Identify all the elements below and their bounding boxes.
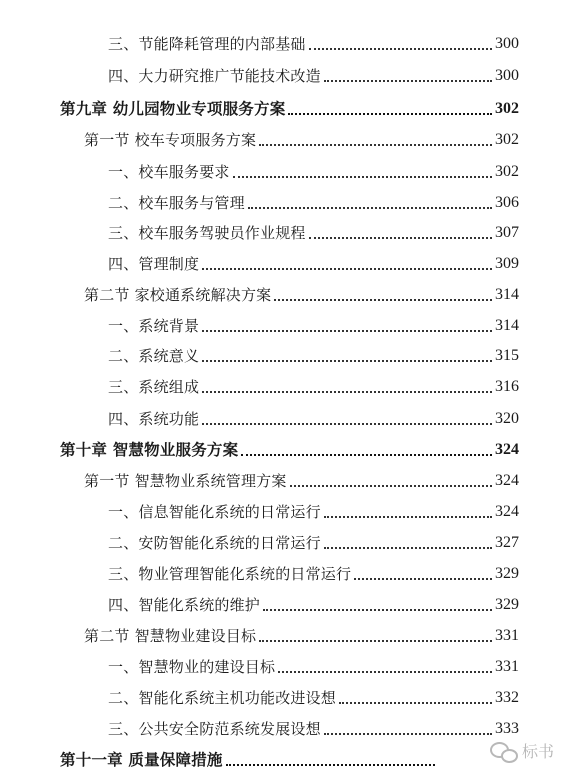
toc-leader-dots xyxy=(339,702,492,704)
toc-page-number: 333 xyxy=(495,720,519,737)
toc-leader-dots xyxy=(259,640,492,642)
toc-entry-title: 三、公共安全防范系统发展设想 xyxy=(108,720,321,738)
toc-page-number: 302 xyxy=(495,163,519,180)
toc-leader-dots xyxy=(309,48,492,50)
toc-page-number: 315 xyxy=(495,347,519,364)
toc-leader-dots xyxy=(354,578,492,580)
toc-entry xyxy=(108,560,519,584)
toc-leader-dots xyxy=(278,671,492,673)
toc-entry-title: 第十一章 质量保障措施 xyxy=(60,750,223,769)
toc-entry-title: 第九章 幼儿园物业专项服务方案 xyxy=(60,99,286,118)
toc-page-number: 309 xyxy=(495,255,519,272)
toc-entry xyxy=(108,342,519,366)
toc-page-number: 332 xyxy=(495,689,519,706)
toc-entry xyxy=(108,219,519,243)
toc-entry-title: 第二节 智慧物业建设目标 xyxy=(84,627,257,645)
toc-leader-dots xyxy=(324,733,492,735)
toc-chapter xyxy=(60,746,438,770)
toc-entry xyxy=(108,62,519,86)
toc-entry-title: 四、管理制度 xyxy=(108,255,200,273)
toc-leader-dots xyxy=(324,516,492,518)
toc-leader-dots xyxy=(202,330,492,332)
toc-page-number: 327 xyxy=(495,534,519,551)
toc-entry-title: 三、节能降耗管理的内部基础 xyxy=(108,35,306,53)
toc-section xyxy=(84,281,519,305)
toc-page-number: 307 xyxy=(495,224,519,241)
watermark xyxy=(490,739,554,762)
toc-leader-dots xyxy=(324,80,492,82)
toc-page-number: 331 xyxy=(495,658,519,675)
toc-page-number: 324 xyxy=(495,472,519,489)
toc-entry xyxy=(108,158,519,182)
toc-leader-dots xyxy=(202,268,492,270)
toc-leader-dots xyxy=(241,454,492,456)
toc-leader-dots xyxy=(324,547,492,549)
toc-entry-title: 一、智慧物业的建设目标 xyxy=(108,658,276,676)
wechat-icon xyxy=(490,740,516,762)
toc-entry xyxy=(108,591,519,615)
toc-page-number: 320 xyxy=(495,410,519,427)
toc-entry-title: 四、系统功能 xyxy=(108,410,200,428)
toc-entry xyxy=(108,498,519,522)
toc-page-number: 314 xyxy=(495,317,519,334)
toc-page-number: 329 xyxy=(495,596,519,613)
toc-entry-title: 一、系统背景 xyxy=(108,317,200,335)
toc-leader-dots xyxy=(288,113,492,115)
toc-page-number: 331 xyxy=(495,627,519,644)
toc-page-number: 300 xyxy=(495,67,519,84)
toc-entry-title: 二、智能化系统主机功能改进设想 xyxy=(108,689,337,707)
toc-leader-dots xyxy=(202,423,492,425)
toc-entry-title: 三、校车服务驾驶员作业规程 xyxy=(108,224,306,242)
toc-leader-dots xyxy=(226,764,435,766)
toc-entry-title: 第十章 智慧物业服务方案 xyxy=(60,440,239,459)
toc-chapter xyxy=(60,95,519,119)
toc-leader-dots xyxy=(248,207,492,209)
toc-entry xyxy=(108,653,519,677)
toc-leader-dots xyxy=(263,609,492,611)
toc-entry xyxy=(108,529,519,553)
toc-leader-dots xyxy=(274,299,492,301)
toc-chapter xyxy=(60,436,519,460)
toc-leader-dots xyxy=(233,176,492,178)
toc-entry-title: 三、系统组成 xyxy=(108,378,200,396)
toc-leader-dots xyxy=(259,144,492,146)
toc-entry-title: 四、大力研究推广节能技术改造 xyxy=(108,67,321,85)
toc-section xyxy=(84,126,519,150)
toc-entry-title: 第一节 智慧物业系统管理方案 xyxy=(84,472,287,490)
toc-section xyxy=(84,622,519,646)
toc-page-number: 316 xyxy=(495,378,519,395)
toc-page-number: 324 xyxy=(495,503,519,520)
toc-entry xyxy=(108,189,519,213)
toc-leader-dots xyxy=(290,485,492,487)
toc-entry-title: 第二节 家校通系统解决方案 xyxy=(84,286,272,304)
toc-entry-title: 四、智能化系统的维护 xyxy=(108,596,261,614)
toc-entry xyxy=(108,715,519,739)
toc-leader-dots xyxy=(202,360,492,362)
toc-page-number: 306 xyxy=(495,194,519,211)
toc-entry-title: 二、校车服务与管理 xyxy=(108,194,245,212)
toc-leader-dots xyxy=(202,391,492,393)
toc-entry xyxy=(108,373,519,397)
toc-entry-title: 三、物业管理智能化系统的日常运行 xyxy=(108,565,352,583)
toc-entry xyxy=(108,30,519,54)
toc-entry-title: 第一节 校车专项服务方案 xyxy=(84,131,257,149)
toc-page-number: 300 xyxy=(495,35,519,52)
toc-page-number: 302 xyxy=(495,100,519,117)
watermark-text: 标书 xyxy=(521,742,554,761)
toc-entry xyxy=(108,405,519,429)
toc-entry xyxy=(108,684,519,708)
toc-page-number: 324 xyxy=(495,441,519,458)
toc-page-number: 302 xyxy=(495,131,519,148)
toc-entry-title: 二、系统意义 xyxy=(108,347,200,365)
toc-page-number: 329 xyxy=(495,565,519,582)
toc-entry-title: 一、信息智能化系统的日常运行 xyxy=(108,503,321,521)
toc-section xyxy=(84,467,519,491)
toc-entry-title: 一、校车服务要求 xyxy=(108,163,230,181)
toc-entry xyxy=(108,312,519,336)
toc-leader-dots xyxy=(309,237,492,239)
toc-entry-title: 二、安防智能化系统的日常运行 xyxy=(108,534,321,552)
toc-entry xyxy=(108,250,519,274)
toc-page-number: 314 xyxy=(495,286,519,303)
